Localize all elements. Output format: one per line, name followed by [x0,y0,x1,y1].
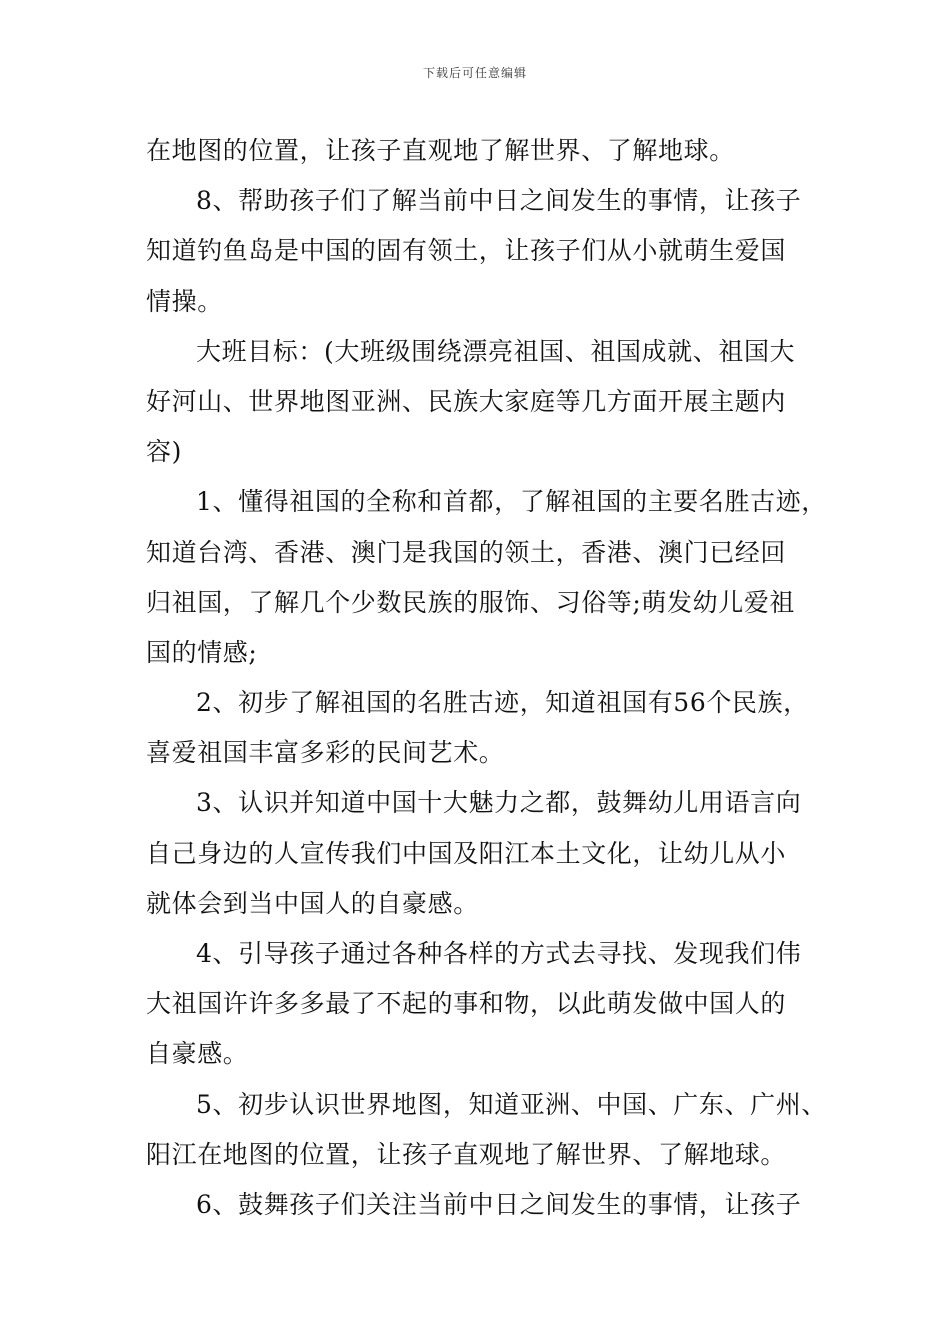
text-line: 知道台湾、香港、澳门是我国的领土，香港、澳门已经回 [146,537,787,567]
text-line: 4、引导孩子通过各种各样的方式去寻找、发现我们伟 [196,939,802,968]
text-line: 5、初步认识世界地图，知道亚洲、中国、广东、广州、 [196,1089,827,1119]
text-line: 好河山、世界地图亚洲、民族大家庭等几方面开展主题内 [146,386,787,416]
text-line: 自己身边的人宣传我们中国及阳江本土文化，让幼儿从小 [146,838,787,868]
text-line: 6、鼓舞孩子们关注当前中日之间发生的事情，让孩子 [196,1189,802,1219]
text-line: 在地图的位置，让孩子直观地了解世界、了解地球。 [146,136,735,165]
text-line: 容) [146,437,182,467]
text-line: 知道钓鱼岛是中国的固有领土，让孩子们从小就萌生爱国 [146,236,787,266]
text-line: 自豪感。 [146,1039,249,1069]
text-line: 归祖国，了解几个少数民族的服饰、习俗等;萌发幼儿爱祖 [146,587,796,617]
text-line: 1、懂得祖国的全称和首都，了解祖国的主要名胜古迹， [196,487,827,517]
text-line: 大祖国许许多多最了不起的事和物，以此萌发做中国人的 [146,989,787,1019]
text-line: 2、初步了解祖国的名胜古迹，知道祖国有56个民族， [196,688,809,718]
text-line: 阳江在地图的位置，让孩子直观地了解世界、了解地球。 [146,1139,787,1169]
page-header: 下载后可任意编辑 [422,66,527,80]
text-line: 大班目标：(大班级围绕漂亮祖国、祖国成就、祖国大 [196,336,796,366]
body-text [146,126,836,1230]
text-line: 国的情感; [146,637,258,667]
text-line: 喜爱祖国丰富多彩的民间艺术。 [146,738,505,768]
text-line: 8、帮助孩子们了解当前中日之间发生的事情，让孩子 [196,186,802,216]
text-line: 3、认识并知道中国十大魅力之都，鼓舞幼儿用语言向 [196,788,802,818]
text-line: 情操。 [146,286,223,316]
text-line: 就体会到当中国人的自豪感。 [146,888,479,918]
